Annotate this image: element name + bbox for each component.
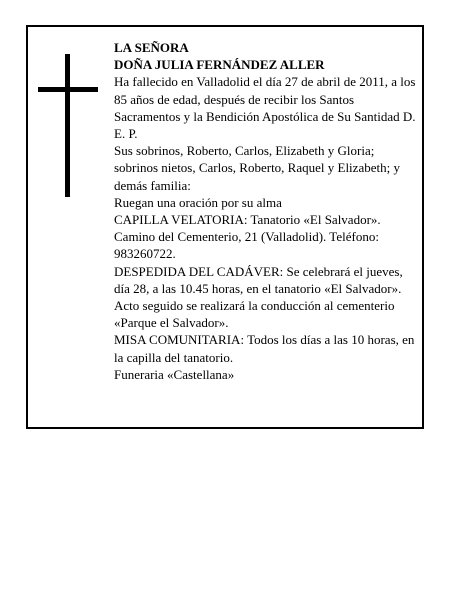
- notice-heading: LA SEÑORA: [114, 40, 189, 55]
- cross-vertical-bar: [65, 54, 70, 197]
- deceased-name: DOÑA JULIA FERNÁNDEZ ALLER: [114, 57, 325, 73]
- funeral-home: Funeraria «Castellana»: [114, 366, 235, 382]
- cross-horizontal-bar: [38, 87, 98, 92]
- obituary-text: [114, 39, 416, 383]
- latin-cross-icon: [38, 54, 98, 197]
- family-list: Sus sobrinos, Roberto, Carlos, Elizabeth y Gloria; sobrinos nietos, Carlos, Roberto, Raquel y Elizabeth; y demás familia:: [114, 143, 400, 193]
- farewell-info: DESPEDIDA DEL CADÁVER: Se celebrará el jueves, día 28, a las 10.45 horas, en el tanatorio «El Salvador». Acto seguido se realizará la conducción al cementerio «Parque el Salvador».: [114, 263, 403, 331]
- death-announcement: Ha fallecido en Valladolid el día 27 de abril de 2011, a los 85 años de edad, después de recibir los Santos Sacramentos y la Bendición Apostólica de Su Santidad D. E. P.: [114, 74, 416, 142]
- prayer-request: Ruegan una oración por su alma: [114, 194, 282, 210]
- mass-info: MISA COMUNITARIA: Todos los días a las 10 horas, en la capilla del tanatorio.: [114, 332, 415, 365]
- chapel-info: CAPILLA VELATORIA: Tanatorio «El Salvador». Camino del Cementerio, 21 (Valladolid). Teléfono: 983260722.: [114, 212, 381, 262]
